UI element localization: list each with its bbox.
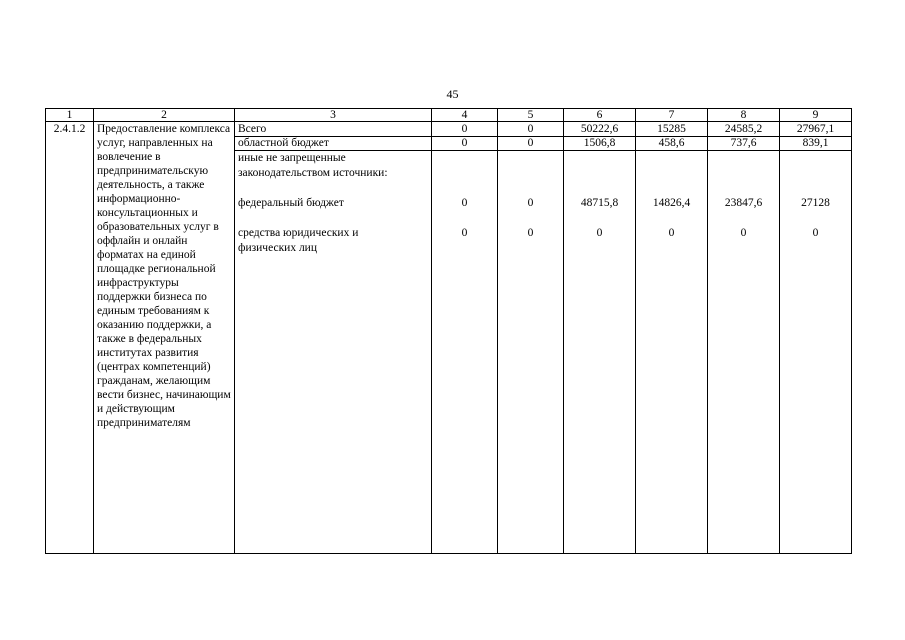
value-cell: 14826,4	[652, 197, 691, 209]
column-number: 7	[636, 109, 708, 122]
funding-source-private: физических лиц	[238, 242, 317, 254]
item-code: 2.4.1.2	[46, 122, 94, 554]
value-cell: 0	[527, 197, 534, 209]
column-number: 2	[94, 109, 235, 122]
item-description: Предоставление комплекса услуг, направленных на вовлечение в предпринимательскую деятельность, а также информационно-консультационных и образовательных услуг в оффлайн и онлайн форматах на единой площадке региональной инфраструктуры поддержки бизнеса по единым требованиям к оказанию поддержки, а также в федеральных институтах развития (центрах компетенций) гражданам, желающим вести бизнес, начинающим и действующим предпринимателям	[94, 122, 235, 554]
value-cell: 27967,1	[780, 122, 852, 137]
column-number: 8	[708, 109, 780, 122]
value-cell: 0	[812, 227, 819, 239]
value-cell: 23847,6	[724, 197, 763, 209]
other-sources-heading: законодательством источники:	[238, 167, 388, 179]
funding-table	[45, 108, 852, 554]
value-cell: 0	[498, 122, 564, 137]
value-cell: 0	[668, 227, 675, 239]
column-number-row	[46, 109, 852, 122]
value-cell: 15285	[636, 122, 708, 137]
column-number: 5	[498, 109, 564, 122]
value-cell: 0	[432, 137, 498, 151]
value-cell: 839,1	[780, 137, 852, 151]
value-cell-group	[432, 151, 498, 554]
other-sources-cell	[235, 151, 432, 554]
column-number: 9	[780, 109, 852, 122]
column-number: 4	[432, 109, 498, 122]
value-cell: 1506,8	[564, 137, 636, 151]
value-cell: 0	[461, 227, 468, 239]
funding-source: Всего	[235, 122, 432, 137]
value-cell: 0	[461, 197, 468, 209]
value-cell: 0	[498, 137, 564, 151]
value-cell: 48715,8	[580, 197, 619, 209]
value-cell: 0	[432, 122, 498, 137]
value-cell: 0	[527, 227, 534, 239]
value-cell: 0	[596, 227, 603, 239]
value-cell: 458,6	[636, 137, 708, 151]
column-number: 3	[235, 109, 432, 122]
value-cell: 24585,2	[708, 122, 780, 137]
value-cell-group	[498, 151, 564, 554]
value-cell: 50222,6	[564, 122, 636, 137]
page-number: 45	[446, 87, 459, 101]
column-number: 6	[564, 109, 636, 122]
value-cell-group	[564, 151, 636, 554]
other-sources-heading: иные не запрещенные	[238, 152, 346, 164]
funding-source-federal: федеральный бюджет	[238, 197, 344, 209]
table-row	[46, 122, 852, 137]
value-cell-group	[780, 151, 852, 554]
funding-source-private: средства юридических и	[238, 227, 359, 239]
value-cell-group	[636, 151, 708, 554]
value-cell-group	[708, 151, 780, 554]
funding-source: областной бюджет	[235, 137, 432, 151]
value-cell: 737,6	[708, 137, 780, 151]
value-cell: 27128	[801, 197, 830, 209]
column-number: 1	[46, 109, 94, 122]
value-cell: 0	[740, 227, 747, 239]
